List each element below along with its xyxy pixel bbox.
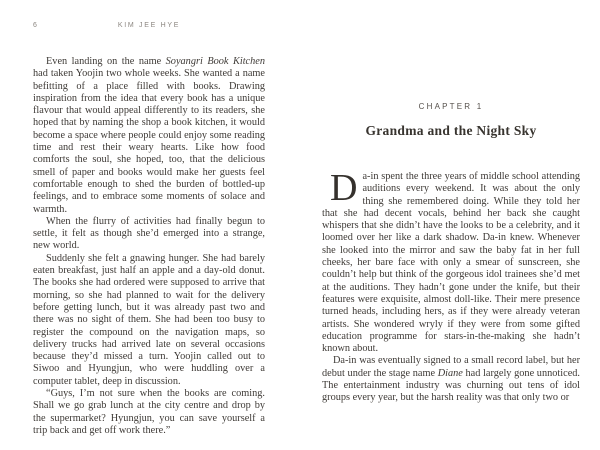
body-paragraph: Even landing on the name Soyangri Book Kitchen had taken Yoojin two whole weeks. She wanted a name befitting of a place filled with books. Drawing inspiration from the idea that every book has a unique flavour that would appeal differently to its readers, she hoped that by naming the shop a book kitchen, it would become a space where people could enjoy some reading time and rest their weary hearts. Like how food comforts the soul, she hoped, too, that the delicious smell of paper and books would make her guests feel comfortable enough to shed the burden of bottled-up feelings, and to embrace some moments of solace and warmth.: [33, 56, 265, 215]
body-paragraph: When the flurry of activities had finally begun to settle, it felt as though she’d emerged into a strange, new world.: [33, 215, 265, 252]
right-page: [322, 0, 580, 405]
left-page-header: [33, 21, 265, 30]
body-paragraph: “Guys, I’m not sure when the books are coming. Shall we go grab lunch at the city centre and drop by the supermarket? Hyungjun, you can save yourself a trip back and get off work there.”: [33, 388, 265, 436]
running-header: KIM JEE HYE: [117, 22, 181, 29]
drop-cap: D: [330, 167, 358, 209]
chapter-title: Grandma and the Night Sky: [365, 123, 537, 138]
folio-number: 6: [33, 22, 37, 29]
right-page-body: [322, 167, 580, 405]
left-page-body: [33, 56, 265, 437]
left-page: [33, 21, 265, 437]
chapter-label: CHAPTER 1: [418, 102, 484, 111]
body-paragraph: [322, 167, 580, 355]
body-paragraph: Suddenly she felt a gnawing hunger. She had barely eaten breakfast, just half an apple and a day-old donut. The books she had ordered were supposed to arrive that morning, so she had planned to wait for the delivery before getting lunch, but it was already past two and there was no sight of them. She had been too busy to register the compound on the navigation maps, so delivery trucks had arrived late on several occasions because they’d missed a turn. Yoojin called out to Siwoo and Hyungjun, who were huddling over a computer tablet, deep in discussion.: [33, 252, 265, 387]
paragraph-text: a-in spent the three years of middle school attending auditions every weekend. It was about the only thing she remembered doing. While they told her that she had decent vocals, behind her back she caught whispers that she didn’t have the looks to be a celebrity, and it loomed over her like a dark shadow. Da-in knew. Whenever she looked into the mirror and saw the baby fat in her full cheeks, her bare face with only a smear of sunscreen, she couldn’t help but think of the gorgeous idol trainees she’d met at the auditions. They hadn’t gone under the knife, but their features were exquisite, almost doll-like. Their mere presence turned heads, including hers, as if they were already veteran artists. She wondered wryly if they were from some gifted education programme for stars-in-the-making she hadn’t known about.: [322, 171, 580, 355]
body-paragraph: Da-in was eventually signed to a small record label, but her debut under the stage name Diane had largely gone unnoticed. The entertainment industry was churning out tens of idol groups every year, but the harsh reality was that only two or: [322, 355, 580, 404]
